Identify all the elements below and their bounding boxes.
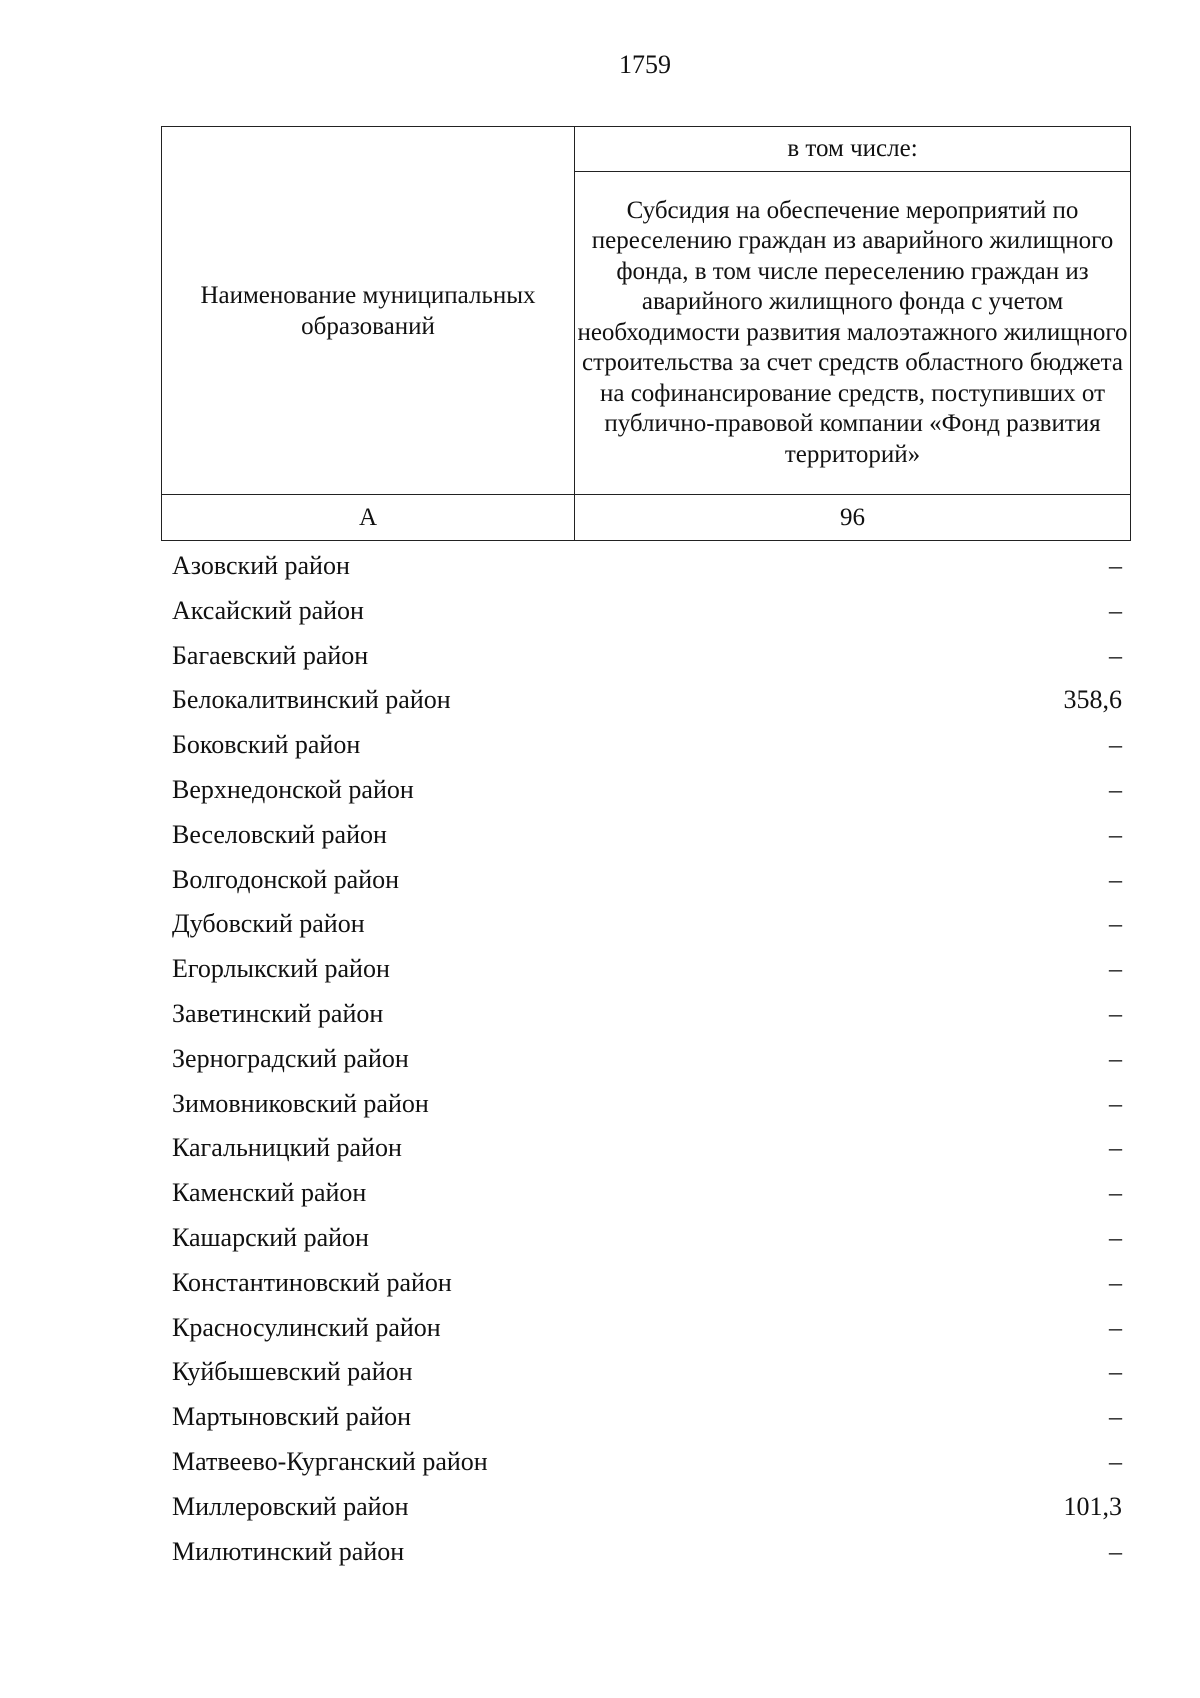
subsidy-value: –: [1109, 1446, 1122, 1476]
municipality-name: Заветинский район: [172, 998, 384, 1028]
table-row: [172, 768, 1122, 813]
group-header: в том числе:: [575, 127, 1131, 172]
table-row: [172, 1350, 1122, 1395]
municipality-name: Белокалитвинский район: [172, 685, 451, 715]
municipality-name: Веселовский район: [172, 819, 387, 849]
table-row: [172, 1306, 1122, 1351]
subsidy-column-header: Субсидия на обеспечение мероприятий по переселению граждан из аварийного жилищного фонда, в том числе переселению граждан из аварийного жилищного фонда с учетом необходимости развития малоэтажного жилищного строительства за счет средств областного бюджета на софинансирование средств, поступивших от публично-правовой компании «Фонд развития территорий»: [575, 172, 1131, 495]
table-row: [172, 1216, 1122, 1261]
header-table: [161, 126, 1131, 541]
subsidy-value: –: [1109, 1402, 1122, 1432]
municipality-name: Мартыновский район: [172, 1402, 412, 1432]
municipality-name: Миллеровский район: [172, 1491, 409, 1521]
municipality-name: Аксайский район: [172, 595, 364, 625]
municipality-name: Милютинский район: [172, 1536, 405, 1566]
subsidy-value: –: [1109, 1312, 1122, 1342]
table-row: [172, 634, 1122, 679]
table-row: [172, 678, 1122, 723]
subsidy-value: –: [1109, 1222, 1122, 1252]
municipality-name: Матвеево-Курганский район: [172, 1446, 488, 1476]
subsidy-value: –: [1109, 954, 1122, 984]
page-number: 1759: [619, 50, 671, 79]
subsidy-value: –: [1109, 774, 1122, 804]
table-row: [172, 947, 1122, 992]
municipality-name: Куйбышевский район: [172, 1357, 413, 1387]
table-row: [172, 1171, 1122, 1216]
table-row: [172, 1485, 1122, 1530]
municipality-name: Красносулинский район: [172, 1312, 441, 1342]
subsidy-value: –: [1109, 1267, 1122, 1297]
subsidy-value: –: [1109, 998, 1122, 1028]
subsidy-value: –: [1109, 551, 1122, 580]
subsidy-value: –: [1109, 640, 1122, 670]
subsidy-value: –: [1109, 1357, 1122, 1387]
table-row: [172, 902, 1122, 947]
name-column-header: Наименование муниципальных образований: [162, 127, 575, 495]
subsidy-value: –: [1109, 730, 1122, 760]
municipality-name: Кагальницкий район: [172, 1133, 402, 1163]
table-row: [172, 544, 1122, 589]
municipality-name: Кашарский район: [172, 1222, 369, 1252]
municipality-name: Зерноградский район: [172, 1043, 409, 1073]
subsidy-value: –: [1109, 1178, 1122, 1208]
table-row: [172, 1037, 1122, 1082]
municipality-name: Каменский район: [172, 1178, 367, 1208]
municipality-name: Константиновский район: [172, 1267, 452, 1297]
table-row: [172, 589, 1122, 634]
subsidy-value: 101,3: [1063, 1491, 1122, 1521]
subsidy-value: –: [1109, 1088, 1122, 1118]
subsidy-value: –: [1109, 864, 1122, 894]
subsidy-value: –: [1109, 1536, 1122, 1566]
municipality-name: Азовский район: [172, 551, 350, 580]
municipality-name: Багаевский район: [172, 640, 369, 670]
municipality-name: Волгодонской район: [172, 864, 400, 894]
table-row: [172, 813, 1122, 858]
municipality-name: Боковский район: [172, 730, 361, 760]
subsidy-value: 358,6: [1063, 685, 1122, 715]
table-row: [172, 1082, 1122, 1127]
table-row: [172, 1440, 1122, 1485]
subsidy-value: –: [1109, 909, 1122, 939]
municipality-name: Верхнедонской район: [172, 774, 414, 804]
municipality-name: Егорлыкский район: [172, 954, 390, 984]
code-name-cell: А: [162, 495, 575, 541]
code-value-cell: 96: [575, 495, 1131, 541]
municipality-name: Зимовниковский район: [172, 1088, 429, 1118]
table-row: [172, 1395, 1122, 1440]
table-row: [172, 1261, 1122, 1306]
table-row: [172, 723, 1122, 768]
table-row: [172, 858, 1122, 903]
table-body: [172, 544, 1122, 1574]
subsidy-value: –: [1109, 1133, 1122, 1163]
municipality-name: Дубовский район: [172, 909, 365, 939]
table-row: [172, 1530, 1122, 1575]
table-row: [172, 992, 1122, 1037]
subsidy-value: –: [1109, 819, 1122, 849]
table-row: [172, 1126, 1122, 1171]
subsidy-value: –: [1109, 595, 1122, 625]
subsidy-value: –: [1109, 1043, 1122, 1073]
